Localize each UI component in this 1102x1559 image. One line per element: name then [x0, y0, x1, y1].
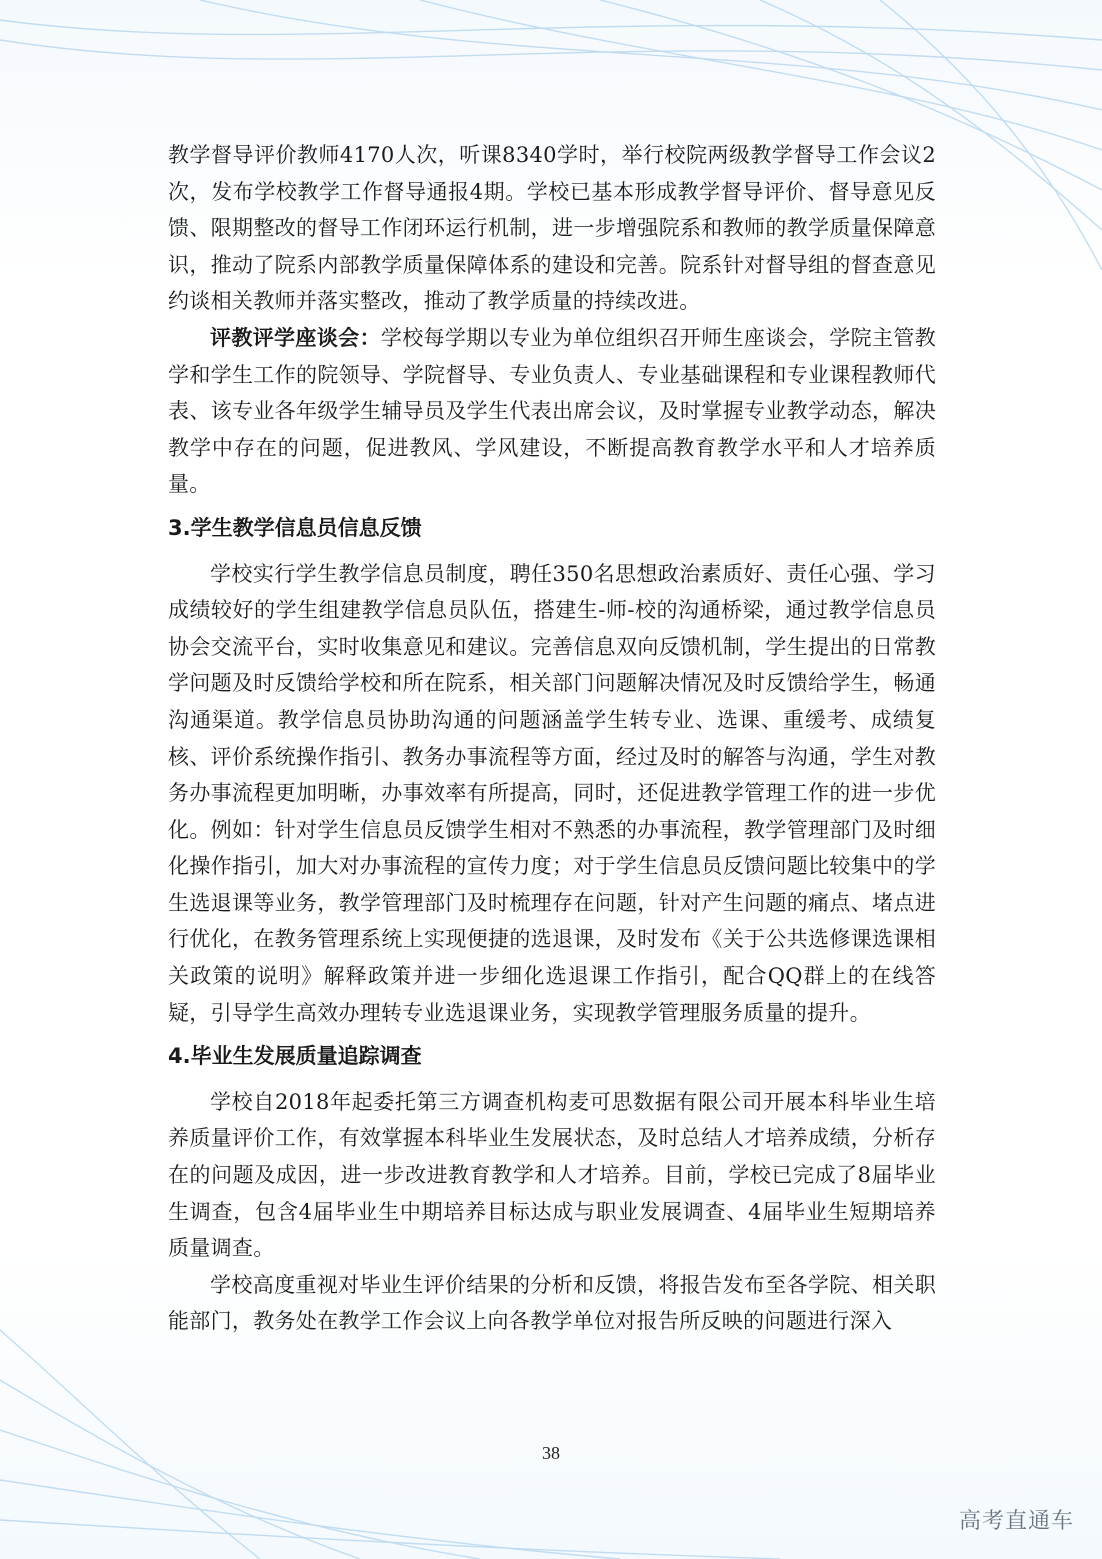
paragraph-feedback: 学校高度重视对毕业生评价结果的分析和反馈，将报告发布至各学院、相关职能部门，教务处在教学工作会议上向各教学单位对报告所反映的问题进行深入 [168, 1272, 936, 1334]
paragraph-forum [168, 320, 936, 503]
forum-lead: 评教评学座谈会： [210, 324, 381, 350]
paragraph-info-officers: 学校实行学生教学信息员制度，聘任350名思想政治素质好、责任心强、学习成绩较好的学生组建教学信息员队伍，搭建生-师-校的沟通桥梁，通过教学信息员协会交流平台，实时收集意见和建议。完善信息双向反馈机制，学生提出的日常教学问题及时反馈给学校和所在院系，相关部门问题解决情况及时反馈给学生，畅通沟通渠道。教学信息员协助沟通的问题涵盖学生转专业、选课、重缓考、成绩复核、评价系统操作指引、教务办事流程等方面，经过及时的解答与沟通，学生对教务办事流程更加明晰，办事效率有所提高，同时，还促进教学管理工作的进一步优化。例如：针对学生信息员反馈学生相对不熟悉的办事流程，教学管理部门及时细化操作指引，加大对办事流程的宣传力度；对于学生信息员反馈问题比较集中的学生选退课等业务，教学管理部门及时梳理存在问题，针对产生问题的痛点、堵点进行优化，在教务管理系统上实现便捷的选退课，及时发布《关于公共选修课选课相关政策的说明》解释政策并进一步细化选退课工作指引，配合QQ群上的在线答疑，引导学生高效办理转专业选退课业务，实现教学管理服务质量的提升。 [168, 561, 936, 1025]
page-number: 38 [542, 1443, 560, 1463]
section-heading-4: 4.毕业生发展质量追踪调查 [168, 1044, 422, 1069]
watermark-text: 高考直通车 [958, 1509, 1074, 1534]
forum-text: 学校每学期以专业为单位组织召开师生座谈会，学院主管教学和学生工作的院领导、学院督导、专业负责人、专业基础课程和专业课程教师代表、该专业各年级学生辅导员及学生代表出席会议，及时掌握专业教学动态，解决教学中存在的问题，促进教风、学风建设，不断提高教育教学水平和人才培养质量。 [168, 325, 936, 497]
paragraph-graduate-survey: 学校自2018年起委托第三方调查机构麦可思数据有限公司开展本科毕业生培养质量评价工作，有效掌握本科毕业生发展状态，及时总结人才培养成绩，分析存在的问题及成因，进一步改进教育教学和人才培养。目前，学校已完成了8届毕业生调查，包含4届毕业生中期培养目标达成与职业发展调查、4届毕业生短期培养质量调查。 [168, 1089, 936, 1261]
content-area [168, 137, 936, 1340]
section-heading-3: 3.学生教学信息员信息反馈 [168, 515, 422, 540]
paragraph-supervision: 教学督导评价教师4170人次，听课8340学时，举行校院两级教学督导工作会议2次，发布学校教学工作督导通报4期。学校已基本形成教学督导评价、督导意见反馈、限期整改的督导工作闭环运行机制，进一步增强院系和教师的教学质量保障意识，推动了院系内部教学质量保障体系的建设和完善。院系针对督导组的督查意见约谈相关教师并落实整改，推动了教学质量的持续改进。 [168, 143, 936, 314]
